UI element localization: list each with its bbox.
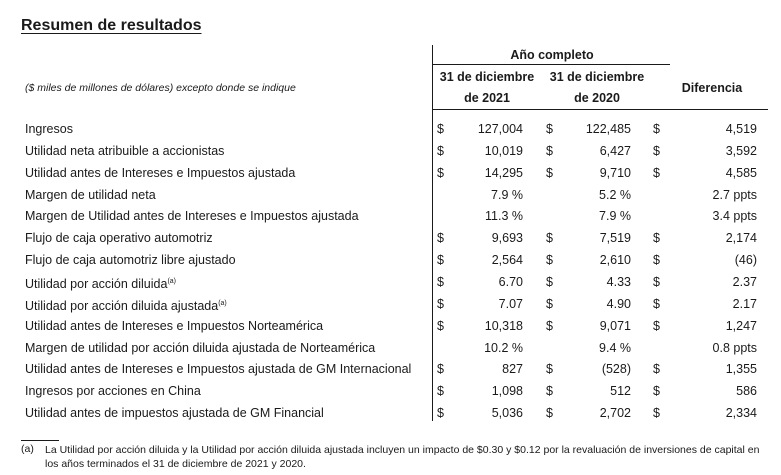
value-2021: 7.07 [498, 296, 523, 311]
dollar-sign-2021: $ [437, 274, 444, 289]
value-difference: 2,174 [725, 231, 757, 246]
value-2020: 9,710 [599, 165, 631, 180]
dollar-sign-2021: $ [437, 231, 444, 246]
dollar-sign-difference: $ [653, 384, 660, 399]
value-difference: 3,592 [725, 143, 757, 158]
column-header-difference: Diferencia [681, 81, 743, 95]
dollar-sign-difference: $ [653, 122, 660, 136]
dollar-sign-difference: $ [653, 143, 660, 158]
footnote-reference: (a) [218, 299, 227, 307]
table-row [0, 184, 781, 206]
period-underline [432, 64, 670, 65]
value-difference: 2,334 [725, 406, 757, 421]
row-label-text: Utilidad neta atribuible a accionistas [25, 143, 225, 158]
value-2021: 6.70 [498, 274, 523, 289]
dollar-sign-2021: $ [437, 296, 444, 311]
footnote-text: La Utilidad por acción diluida y la Utilidad por acción diluida ajustada incluyen un impacto de $0.30 y $0.12 por la revaluación de inversiones de capital en los años terminados el 31 de diciembre de 2021 y 2020. [45, 444, 760, 470]
row-label [25, 271, 176, 295]
row-label-text: Utilidad antes de impuestos ajustada de GM Financial [25, 406, 324, 421]
table-row [0, 358, 781, 380]
row-label-text: Utilidad por acción diluida [25, 276, 168, 291]
row-label-text: Utilidad antes de Intereses e Impuestos ajustada [25, 165, 296, 180]
dollar-sign-difference: $ [653, 231, 660, 246]
dollar-sign-2020: $ [546, 406, 553, 421]
row-label-text: Utilidad antes de Intereses e Impuestos Norteamérica [25, 318, 324, 333]
row-label-text: Utilidad antes de Intereses e Impuestos ajustada de GM Internacional [25, 362, 412, 377]
value-difference: 0.8 ppts [712, 340, 757, 355]
column-header-2021-line1: 31 de diciembre [439, 70, 535, 84]
row-label-text: Flujo de caja operativo automotriz [25, 231, 213, 246]
dollar-sign-2020: $ [546, 384, 553, 399]
row-label-text: Utilidad por acción diluida ajustada [25, 298, 219, 313]
value-2021: 10,019 [484, 143, 523, 158]
table-row [0, 118, 781, 140]
row-label-text: Ingresos por acciones en China [25, 384, 201, 399]
dollar-sign-difference: $ [653, 362, 660, 377]
value-2021: 11.3 % [485, 209, 523, 224]
row-label-text: Margen de utilidad neta [25, 187, 156, 202]
row-label [25, 337, 375, 359]
dollar-sign-2021: $ [437, 253, 444, 268]
dollar-sign-2021: $ [437, 406, 444, 421]
value-difference: 2.37 [732, 274, 757, 289]
dollar-sign-2020: $ [546, 231, 553, 246]
dollar-sign-2020: $ [546, 165, 553, 180]
value-difference: 2.7 ppts [712, 187, 757, 202]
footnote-reference: (a) [167, 277, 177, 285]
dollar-sign-2020: $ [546, 318, 553, 333]
column-header-2021 [432, 67, 542, 109]
row-label [25, 249, 236, 271]
period-header: Año completo [510, 48, 594, 62]
page-title: Resumen de resultados [21, 17, 202, 34]
row-label-text: Flujo de caja automotriz libre ajustado [25, 253, 236, 268]
value-difference: 1,247 [725, 318, 757, 333]
dollar-sign-2020: $ [546, 143, 553, 158]
value-difference: 4,585 [725, 165, 757, 180]
value-2020: 6,427 [599, 143, 631, 158]
row-label [25, 293, 227, 317]
dollar-sign-2020: $ [546, 296, 553, 311]
dollar-sign-2020: $ [546, 253, 553, 268]
dollar-sign-2021: $ [437, 143, 444, 158]
value-difference: 1,355 [725, 362, 757, 377]
row-label [25, 118, 73, 140]
column-header-2020 [543, 67, 651, 109]
row-label-text: Margen de utilidad por acción diluida ajustada de Norteamérica [25, 340, 376, 355]
table-row [0, 380, 781, 402]
row-label [25, 358, 411, 380]
table-row [0, 205, 781, 227]
value-2020: 5.2 % [599, 187, 631, 202]
value-2020: 7,519 [599, 231, 631, 246]
dollar-sign-2021: $ [437, 122, 444, 136]
value-difference: 2.17 [732, 296, 757, 311]
value-2020: 122,485 [585, 122, 631, 136]
row-label-text: Margen de Utilidad antes de Intereses e Impuestos ajustada [25, 209, 359, 224]
table-row [0, 227, 781, 249]
value-2020: (528) [601, 362, 631, 377]
value-2021: 2,564 [491, 253, 523, 268]
column-header-2020-line2: de 2020 [574, 91, 620, 105]
value-2021: 127,004 [477, 122, 523, 136]
table-row [0, 271, 781, 293]
dollar-sign-2020: $ [546, 362, 553, 377]
table-row [0, 140, 781, 162]
dollar-sign-difference: $ [653, 274, 660, 289]
table-row [0, 337, 781, 359]
dollar-sign-difference: $ [653, 165, 660, 180]
value-2021: 14,295 [484, 165, 523, 180]
header-rule [432, 109, 768, 110]
value-2020: 2,702 [599, 406, 631, 421]
row-label [25, 402, 324, 424]
row-label [25, 184, 156, 206]
dollar-sign-2020: $ [546, 274, 553, 289]
value-difference: (46) [734, 253, 757, 268]
value-2021: 7.9 % [491, 187, 523, 202]
footnote-rule [21, 440, 59, 441]
value-2020: 4.90 [606, 296, 631, 311]
dollar-sign-difference: $ [653, 253, 660, 268]
value-difference: 586 [736, 384, 757, 399]
row-label-text: Ingresos [25, 122, 73, 136]
value-2020: 512 [610, 384, 631, 399]
dollar-sign-difference: $ [653, 318, 660, 333]
value-2021: 1,098 [491, 384, 523, 399]
dollar-sign-2021: $ [437, 362, 444, 377]
row-label [25, 227, 213, 249]
value-2021: 10.2 % [484, 340, 523, 355]
dollar-sign-2021: $ [437, 165, 444, 180]
row-label [25, 315, 323, 337]
value-2021: 5,036 [491, 406, 523, 421]
dollar-sign-difference: $ [653, 296, 660, 311]
dollar-sign-2021: $ [437, 318, 444, 333]
value-2020: 9.4 % [599, 340, 631, 355]
value-2020: 2,610 [599, 253, 631, 268]
units-note: ($ miles de millones de dólares) excepto donde se indique [25, 82, 296, 94]
value-2020: 9,071 [599, 318, 631, 333]
footnote-mark: (a) [21, 443, 34, 455]
value-2021: 827 [502, 362, 523, 377]
table-row [0, 315, 781, 337]
value-2021: 10,318 [484, 318, 523, 333]
table-row [0, 402, 781, 424]
value-2020: 4.33 [606, 274, 631, 289]
table-row [0, 162, 781, 184]
table-row [0, 293, 781, 315]
column-header-2021-line2: de 2021 [464, 91, 510, 105]
column-header-2020-line1: 31 de diciembre [549, 70, 645, 84]
dollar-sign-difference: $ [653, 406, 660, 421]
value-difference: 3.4 ppts [712, 209, 757, 224]
row-label [25, 140, 224, 162]
row-label [25, 162, 295, 184]
value-difference: 4,519 [725, 122, 757, 136]
dollar-sign-2021: $ [437, 384, 444, 399]
table-row [0, 249, 781, 271]
value-2021: 9,693 [491, 231, 523, 246]
row-label [25, 205, 359, 227]
value-2020: 7.9 % [599, 209, 631, 224]
dollar-sign-2020: $ [546, 122, 553, 136]
row-label [25, 380, 201, 402]
